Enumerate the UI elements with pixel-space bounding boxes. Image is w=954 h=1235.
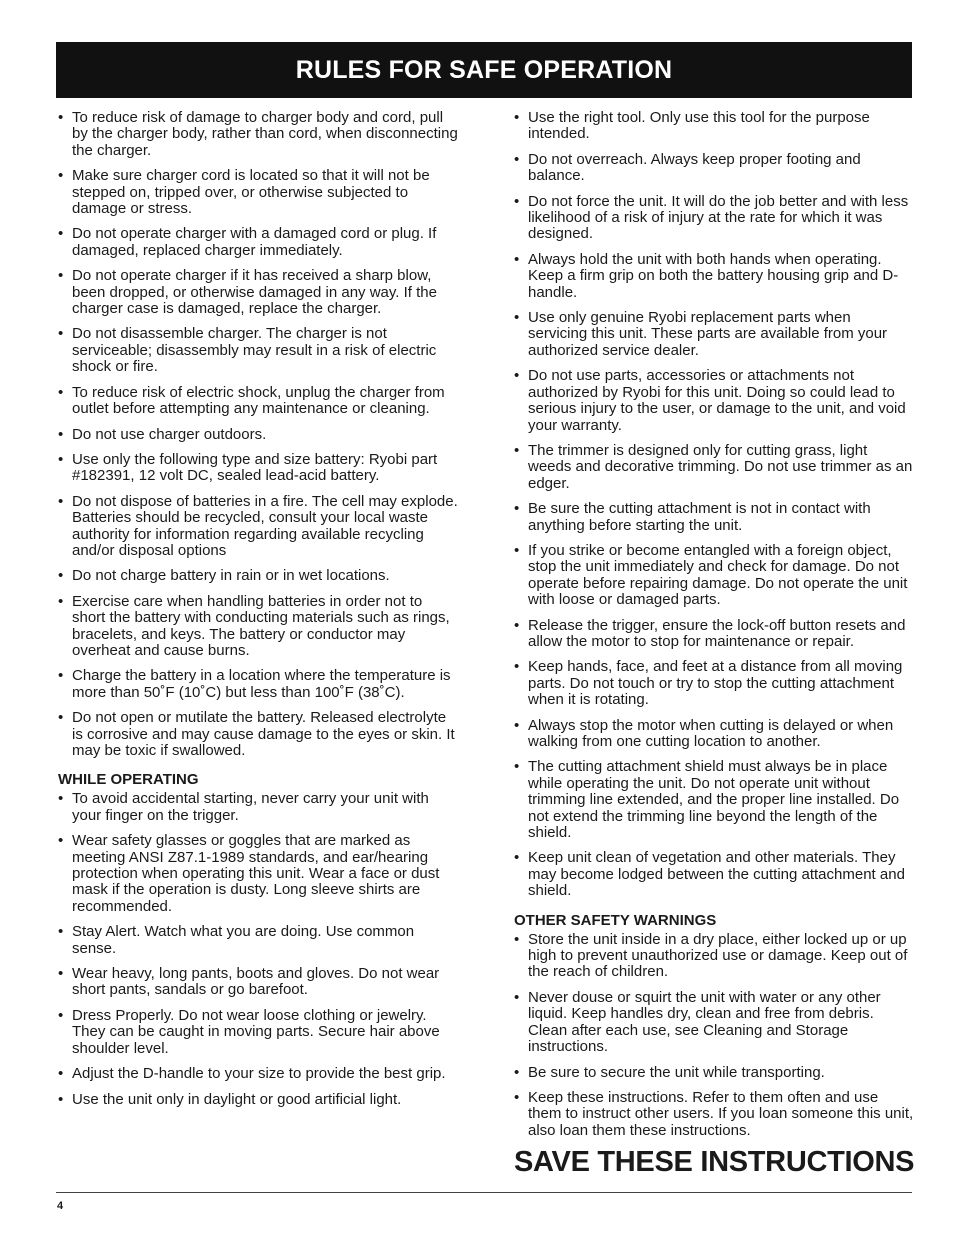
list-item: [514, 718, 914, 751]
list-item: [58, 791, 458, 824]
list-item-text: Use the unit only in daylight or good artificial light.: [72, 1090, 402, 1108]
list-item: [514, 659, 914, 708]
list-item-text: Do not disassemble charger. The charger is not serviceable; disassembly may result in a risk of electric shock or fire.: [72, 325, 437, 376]
bullet-icon: •: [58, 109, 64, 126]
bullet-icon: •: [58, 832, 64, 850]
list-item-text: Dress Properly. Do not wear loose clothing or jewelry. They can be caught in moving parts. Secure hair above shoulder level.: [72, 1006, 440, 1057]
other-safety-warnings-heading: OTHER SAFETY WARNINGS: [514, 911, 717, 929]
list-item-text: Use only the following type and size battery: Ryobi part #182391, 12 volt DC, sealed lead-acid battery.: [72, 450, 438, 485]
bullet-icon: •: [514, 1063, 520, 1081]
bullet-icon: •: [58, 267, 64, 285]
operating-rules-list: [514, 110, 914, 900]
bullet-icon: •: [514, 500, 520, 518]
list-item-text: Be sure to secure the unit while transporting.: [528, 1063, 825, 1081]
list-item-text: Do not charge battery in rain or in wet locations.: [72, 567, 390, 585]
list-item-text: Use only genuine Ryobi replacement parts when servicing this unit. These parts are available from your authorized service dealer.: [528, 309, 888, 359]
bullet-icon: •: [514, 109, 520, 126]
list-item: [58, 924, 458, 957]
page-title: RULES FOR SAFE OPERATION: [295, 55, 673, 84]
bullet-icon: •: [58, 1065, 64, 1083]
list-item-text: Wear heavy, long pants, boots and gloves. Do not wear short pants, sandals or go barefoot.: [72, 965, 440, 999]
list-item-text: Do not force the unit. It will do the job better and with less likelihood of a risk of injury at the rate for which it was designed.: [528, 192, 909, 243]
list-item-text: Adjust the D-handle to your size to provide the best grip.: [72, 1065, 446, 1083]
list-item-text: To avoid accidental starting, never carry your unit with your finger on the trigger.: [72, 790, 429, 824]
bullet-icon: •: [58, 667, 64, 685]
list-item: [514, 618, 914, 651]
list-item: [58, 966, 458, 999]
list-item: [58, 1008, 458, 1057]
list-item: [514, 443, 914, 492]
list-item-text: Keep hands, face, and feet at a distance from all moving parts. Do not touch or try to stop the cutting attachment when it is rotating.: [528, 658, 903, 709]
list-item-text: To reduce risk of damage to charger body and cord, pull by the charger body, rather than cord, when disconnecting the charger.: [72, 109, 458, 159]
list-item-text: Stay Alert. Watch what you are doing. Use common sense.: [72, 923, 415, 957]
bullet-icon: •: [514, 367, 520, 385]
bullet-icon: •: [514, 988, 520, 1006]
bullet-icon: •: [514, 758, 520, 776]
list-item: [514, 152, 914, 185]
bullet-icon: •: [514, 150, 520, 168]
list-item-text: Do not overreach. Always keep proper footing and balance.: [528, 150, 861, 185]
page-number: 4: [57, 1200, 64, 1212]
list-item: [58, 268, 458, 317]
list-item: [514, 759, 914, 841]
list-item-text: Make sure charger cord is located so that it will not be stepped on, tripped over, or otherwise subjected to damage or stress.: [72, 167, 430, 218]
while-operating-heading: WHILE OPERATING: [58, 771, 199, 789]
bullet-icon: •: [514, 250, 520, 268]
list-item-text: Keep unit clean of vegetation and other materials. They may become lodged between the cutting attachment and shield.: [528, 849, 905, 900]
list-item-text: Be sure the cutting attachment is not in contact with anything before starting the unit.: [528, 500, 871, 534]
list-item: [514, 543, 914, 609]
list-item: [58, 568, 458, 584]
bullet-icon: •: [58, 923, 64, 941]
list-item: [58, 668, 458, 701]
list-item-text: Do not operate charger if it has received a sharp blow, been dropped, or otherwise damaged in any way. If the charger case is damaged, replace the charger.: [72, 267, 437, 318]
list-item: [58, 427, 458, 443]
right-column: [514, 110, 914, 1148]
footer-divider: [56, 1192, 912, 1193]
bullet-icon: •: [58, 383, 64, 401]
bullet-icon: •: [58, 1090, 64, 1108]
bullet-icon: •: [514, 541, 520, 559]
left-column: [58, 110, 458, 1117]
list-item: [514, 501, 914, 534]
list-item: [58, 110, 458, 159]
bullet-icon: •: [514, 441, 520, 459]
bullet-icon: •: [514, 930, 520, 948]
list-item: [58, 385, 458, 418]
bullet-icon: •: [514, 192, 520, 210]
bullet-icon: •: [58, 1006, 64, 1024]
list-item: [514, 1090, 914, 1139]
bullet-icon: •: [58, 790, 64, 808]
bullet-icon: •: [58, 325, 64, 343]
section-banner: [56, 42, 912, 98]
list-item-text: To reduce risk of electric shock, unplug the charger from outlet before attempting any maintenance or cleaning.: [72, 383, 445, 418]
list-item: [58, 168, 458, 217]
bullet-icon: •: [58, 709, 64, 727]
bullet-icon: •: [58, 225, 64, 243]
bullet-icon: •: [514, 658, 520, 676]
list-item: [58, 1066, 458, 1082]
list-item: [514, 194, 914, 243]
list-item-text: If you strike or become entangled with a foreign object, stop the unit immediately and check for damage. Do not operate before repairing damage. Do not operate the unit with loose or damaged parts.: [528, 541, 908, 609]
list-item: [514, 110, 914, 143]
list-item: [514, 252, 914, 301]
list-item-text: Do not dispose of batteries in a fire. The cell may explode. Batteries should be recycled, consult your local waste authority for information regarding available recycling and/or disposal options: [72, 492, 458, 559]
while-operating-list: [58, 791, 458, 1108]
list-item: [514, 310, 914, 359]
list-item: [514, 850, 914, 899]
list-item: [514, 368, 914, 434]
list-item-text: Do not use parts, accessories or attachments not authorized by Ryobi for this unit. Doing so could lead to serious injury to the user, or damage to the unit, and void your warranty.: [528, 367, 906, 434]
list-item-text: Exercise care when handling batteries in order not to short the battery with conducting materials such as rings, bracelets, and keys. The battery or conductor may overheat and cause burns.: [72, 592, 450, 659]
bullet-icon: •: [58, 567, 64, 585]
list-item-text: Store the unit inside in a dry place, either locked up or up high to prevent unauthorized use or damage. Keep out of the reach of children.: [528, 930, 908, 981]
bullet-icon: •: [514, 716, 520, 734]
list-item: [514, 932, 914, 981]
save-instructions-heading: SAVE THESE INSTRUCTIONS: [514, 1146, 915, 1178]
list-item-text: Keep these instructions. Refer to them often and use them to instruct other users. If you loan someone this unit, also loan them these instructions.: [528, 1088, 914, 1139]
bullet-icon: •: [514, 309, 520, 327]
list-item-text: Always stop the motor when cutting is delayed or when walking from one cutting location to another.: [528, 716, 894, 750]
list-item-text: Wear safety glasses or goggles that are marked as meeting ANSI Z87.1-1989 standards, and ear/hearing protection when operating this unit. Wear a face or dust mask if the operation is dusty. Long sleeve shirts are recommended.: [72, 832, 440, 915]
list-item: [58, 452, 458, 485]
list-item: [58, 326, 458, 375]
list-item-text: Use the right tool. Only use this tool for the purpose intended.: [528, 109, 870, 143]
bullet-icon: •: [58, 965, 64, 983]
bullet-icon: •: [514, 616, 520, 634]
list-item-text: Charge the battery in a location where the temperature is more than 50˚F (10˚C) but less than 100˚F (38˚C).: [72, 667, 451, 701]
list-item: [58, 226, 458, 259]
list-item: [514, 1065, 914, 1081]
list-item: [514, 990, 914, 1056]
other-safety-warnings-list: [514, 932, 914, 1139]
list-item: [58, 494, 458, 560]
bullet-icon: •: [58, 592, 64, 610]
list-item: [58, 594, 458, 660]
list-item: [58, 710, 458, 759]
bullet-icon: •: [514, 849, 520, 867]
list-item-text: Do not open or mutilate the battery. Released electrolyte is corrosive and may cause damage to the eyes or skin. It may be toxic if swallowed.: [72, 709, 455, 759]
list-item-text: Do not use charger outdoors.: [72, 425, 267, 443]
bullet-icon: •: [58, 425, 64, 443]
list-item-text: The trimmer is designed only for cutting grass, light weeds and decorative trimming. Do not use trimmer as an edger.: [528, 441, 913, 492]
list-item-text: Release the trigger, ensure the lock-off button resets and allow the motor to stop for maintenance or repair.: [528, 616, 906, 650]
list-item: [58, 833, 458, 915]
list-item-text: Always hold the unit with both hands when operating. Keep a firm grip on both the battery housing grip and D-handle.: [528, 250, 899, 301]
charger-safety-list: [58, 110, 458, 759]
list-item-text: Do not operate charger with a damaged cord or plug. If damaged, replaced charger immediately.: [72, 225, 437, 259]
bullet-icon: •: [58, 492, 64, 510]
bullet-icon: •: [514, 1088, 520, 1106]
bullet-icon: •: [58, 450, 64, 468]
bullet-icon: •: [58, 167, 64, 185]
list-item-text: Never douse or squirt the unit with water or any other liquid. Keep handles dry, clean and free from debris. Clean after each use, see Cleaning and Storage instructions.: [528, 988, 881, 1056]
list-item-text: The cutting attachment shield must always be in place while operating the unit. Do not operate unit without trimming line extended, and the proper line installed. Do not extend the trimming line beyond the length of the shield.: [528, 758, 900, 842]
list-item: [58, 1092, 458, 1108]
